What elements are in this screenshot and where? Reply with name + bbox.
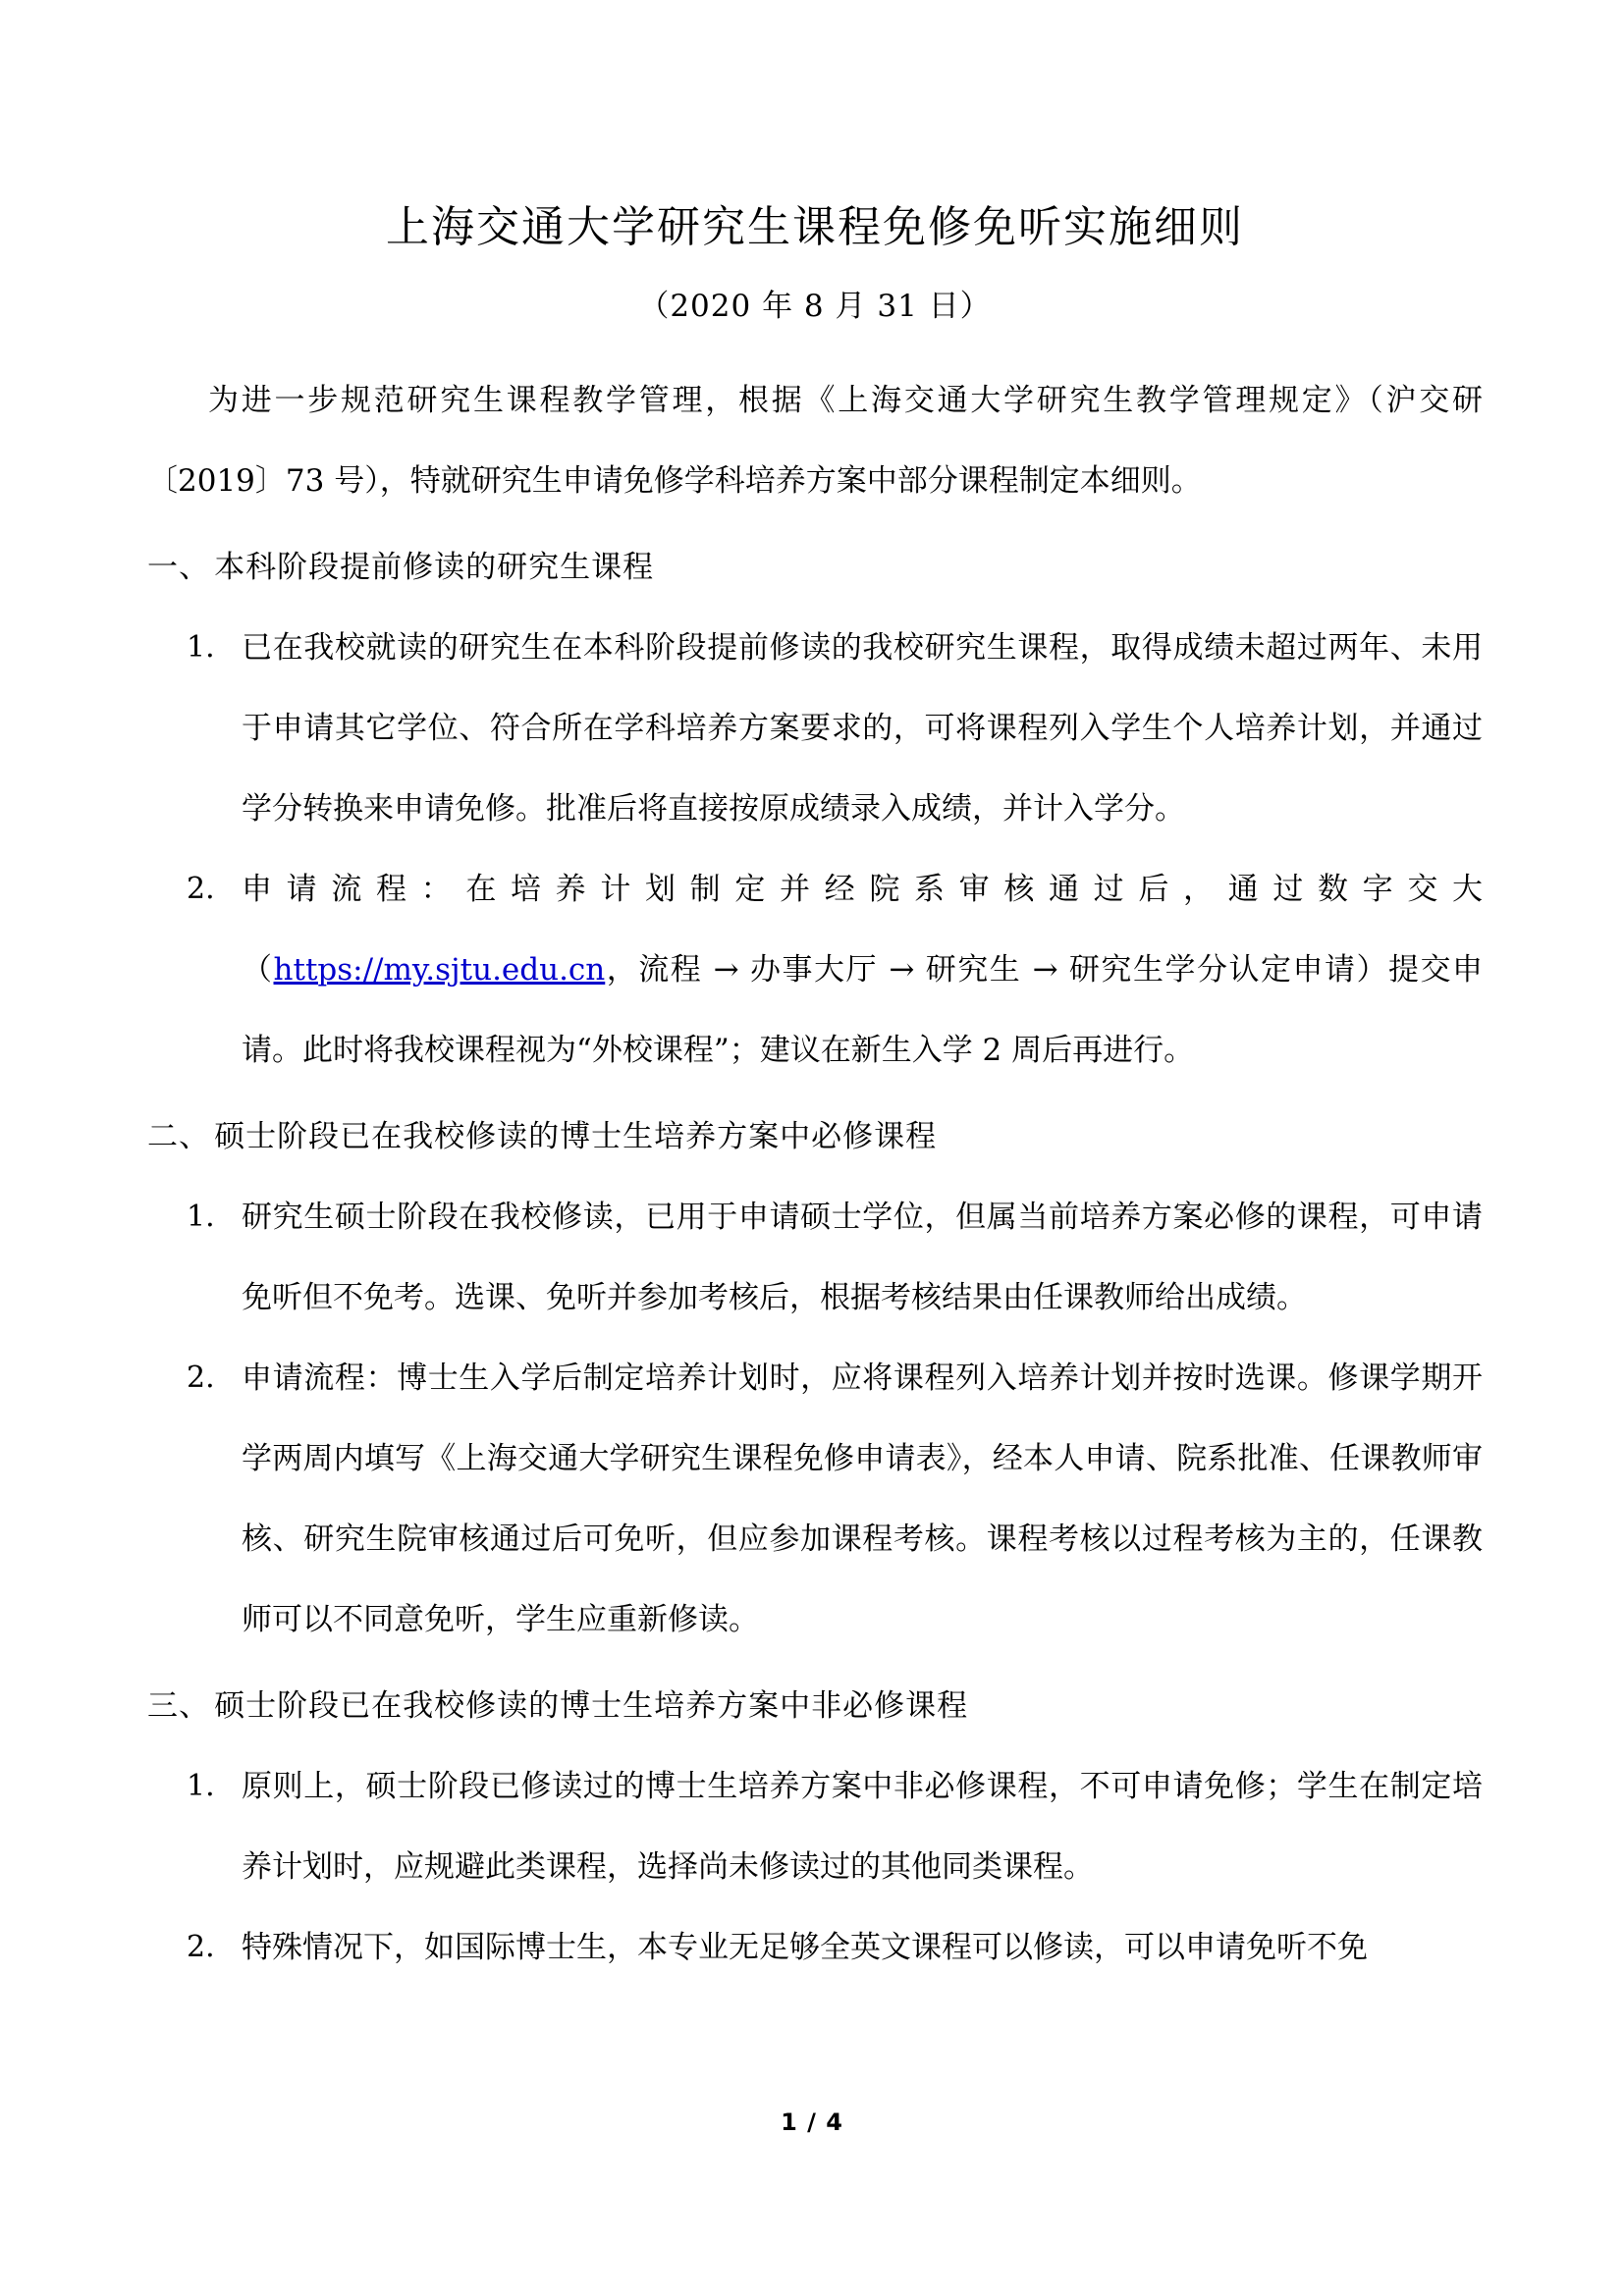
section-2-heading xyxy=(147,1096,1483,1177)
section-2-items xyxy=(147,1177,1483,1660)
section-2-title: 硕士阶段已在我校修读的博士生培养方案中必修课程 xyxy=(214,1118,938,1154)
document-date: （2020 年 8 月 31 日） xyxy=(638,288,992,324)
section-3-number: 三、 xyxy=(147,1687,210,1724)
list-item xyxy=(147,1177,1483,1338)
section-1-items xyxy=(147,608,1483,1091)
list-item-text-before-link: 申请流程：在培养计划制定并经院系审核通过后，通过数字交大（ xyxy=(242,871,1483,988)
list-item xyxy=(147,1746,1483,1907)
list-item-number: 1. xyxy=(187,629,215,665)
section-1-heading xyxy=(147,527,1483,608)
list-item xyxy=(147,849,1483,1091)
list-item-text xyxy=(242,849,1483,1091)
list-item-number: 2. xyxy=(187,1360,215,1395)
page-number-footer: 1 / 4 xyxy=(781,2109,843,2136)
page-title: 上海交通大学研究生课程免修免听实施细则 xyxy=(386,202,1244,252)
list-item xyxy=(147,608,1483,849)
section-3-title: 硕士阶段已在我校修读的博士生培养方案中非必修课程 xyxy=(214,1687,969,1724)
section-1-title: 本科阶段提前修读的研究生课程 xyxy=(214,549,655,585)
section-3-heading xyxy=(147,1666,1483,1746)
document-content xyxy=(147,0,1483,1988)
list-item-text: 特殊情况下，如国际博士生，本专业无足够全英文课程可以修读，可以申请免听不免 xyxy=(242,1929,1368,1965)
list-item-text-after-link: ，流程 → 办事大厅 → 研究生 → 研究生学分认定申请）提交申请。此时将我校课程视为“外校课程”；建议在新生入学 2 周后再进行。 xyxy=(242,951,1484,1068)
list-item-text: 已在我校就读的研究生在本科阶段提前修读的我校研究生课程，取得成绩未超过两年、未用于申请其它学位、符合所在学科培养方案要求的，可将课程列入学生个人培养计划，并通过学分转换来申请免修。批准后将直接按原成绩录入成绩，并计入学分。 xyxy=(242,629,1483,827)
list-item xyxy=(147,1338,1483,1660)
section-1-number: 一、 xyxy=(147,549,210,585)
sjtu-portal-link[interactable]: https://my.sjtu.edu.cn xyxy=(273,951,606,988)
list-item-text: 研究生硕士阶段在我校修读，已用于申请硕士学位，但属当前培养方案必修的课程，可申请免听但不免考。选课、免听并参加考核后，根据考核结果由任课教师给出成绩。 xyxy=(242,1199,1483,1315)
list-item-text: 申请流程：博士生入学后制定培养计划时，应将课程列入培养计划并按时选课。修课学期开学两周内填写《上海交通大学研究生课程免修申请表》，经本人申请、院系批准、任课教师审核、研究生院审核通过后可免听，但应参加课程考核。课程考核以过程考核为主的，任课教师可以不同意免听，学生应重新修读。 xyxy=(242,1360,1483,1637)
list-item-number: 1. xyxy=(187,1768,215,1803)
list-item-text: 原则上，硕士阶段已修读过的博士生培养方案中非必修课程，不可申请免修；学生在制定培养计划时，应规避此类课程，选择尚未修读过的其他同类课程。 xyxy=(242,1768,1483,1885)
section-2-number: 二、 xyxy=(147,1118,210,1154)
lead-paragraph: 为进一步规范研究生课程教学管理，根据《上海交通大学研究生教学管理规定》（沪交研〔2019〕73 号），特就研究生申请免修学科培养方案中部分课程制定本细则。 xyxy=(147,382,1483,499)
list-item xyxy=(147,1907,1483,1988)
list-item-number: 2. xyxy=(187,1929,215,1964)
section-2 xyxy=(147,1091,1483,1660)
section-3 xyxy=(147,1660,1483,1988)
list-item-number: 2. xyxy=(187,871,215,906)
section-1 xyxy=(147,521,1483,1091)
section-3-items xyxy=(147,1746,1483,1988)
list-item-number: 1. xyxy=(187,1199,215,1234)
